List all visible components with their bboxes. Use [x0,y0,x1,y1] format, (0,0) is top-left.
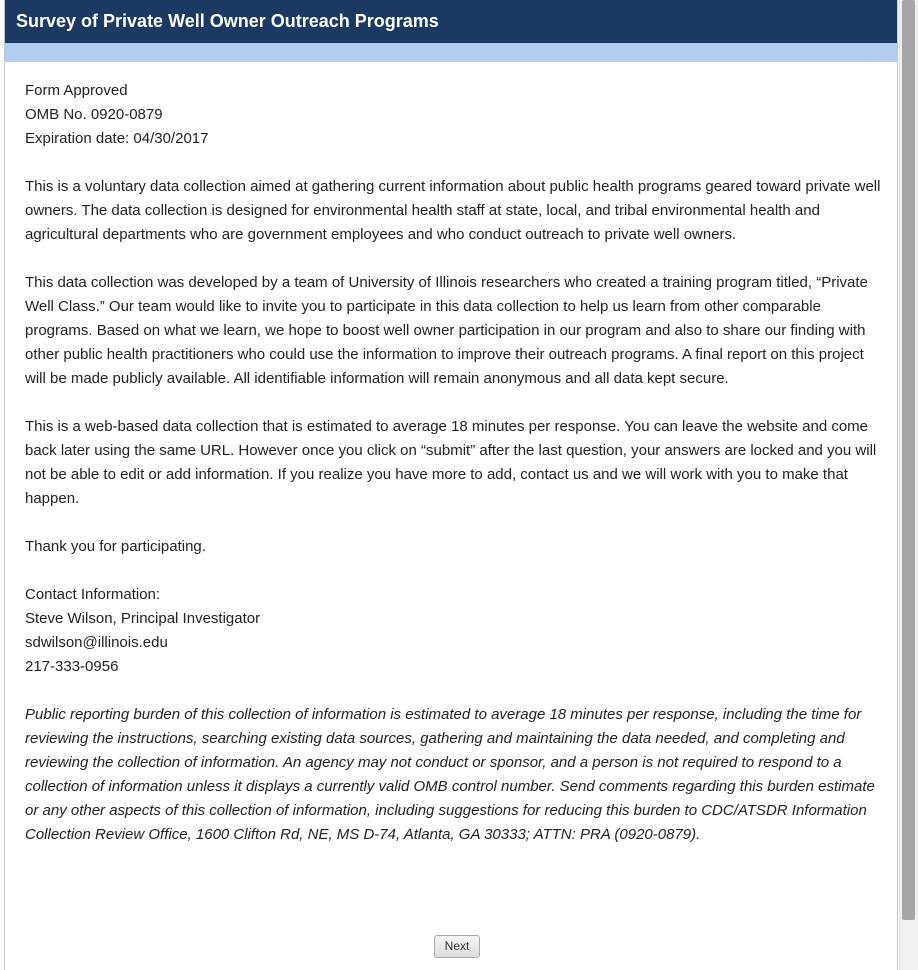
expiration-date-text: Expiration date: 04/30/2017 [25,130,209,147]
form-approved-text: Form Approved [25,82,128,99]
survey-frame [4,0,898,970]
next-button[interactable]: Next [434,935,480,958]
contact-block [25,583,885,679]
thanks-paragraph: Thank you for participating. [25,538,206,555]
header-accent-bar [5,43,897,62]
developed-paragraph: This data collection was developed by a team of University of Illinois researchers who created a training program titled, “Private Well Class.” Our team would like to invite you to participate in this data collection to help us learn from other comparable programs. Based on what we learn, we hope to boost well owner participation in our program and also to share our finding with other public health practitioners who could use the information to improve their outreach programs. A final report on this project will be made publicly available. All identifiable information will remain anonymous and all data kept secure. [25,274,868,387]
web-based-paragraph: This is a web-based data collection that is estimated to average 18 minutes per response. You can leave the website and come back later using the same URL. However once you click on “submit” after the last question, your answers are locked and you will not be able to edit or add information. If you realize you have more to add, contact us and we will work with you to make that happen. [25,418,877,507]
contact-email: sdwilson@illinois.edu [25,634,168,651]
contact-heading: Contact Information: [25,586,161,603]
contact-phone: 217-333-0956 [25,658,119,675]
intro-paragraph: This is a voluntary data collection aimed at gathering current information about public health programs geared toward private well owners. The data collection is designed for environmental health staff at state, local, and tribal environmental health and agricultural departments who are government employees and who conduct outreach to private well owners. [25,178,881,243]
vertical-scrollbar[interactable] [899,0,918,970]
omb-number-text: OMB No. 0920-0879 [25,106,163,123]
scrollbar-thumb[interactable] [902,0,915,920]
survey-intro-content [25,79,885,871]
form-approval-block [25,79,885,151]
page-title: Survey of Private Well Owner Outreach Programs [5,0,897,43]
contact-name: Steve Wilson, Principal Investigator [25,610,261,627]
burden-statement: Public reporting burden of this collection of information is estimated to average 18 minutes per response, including the time for reviewing the instructions, searching existing data sources, gathering and maintaining the data needed, and completing and reviewing the collection of information. An agency may not conduct or sponsor, and a person is not required to respond to a collection of information unless it displays a currently valid OMB control number. Send comments regarding this burden estimate or any other aspects of this collection of information, including suggestions for reducing this burden to CDC/ATSDR Information Collection Review Office, 1600 Clifton Rd, NE, MS D-74, Atlanta, GA 30333; ATTN: PRA (0920-0879). [25,706,875,843]
